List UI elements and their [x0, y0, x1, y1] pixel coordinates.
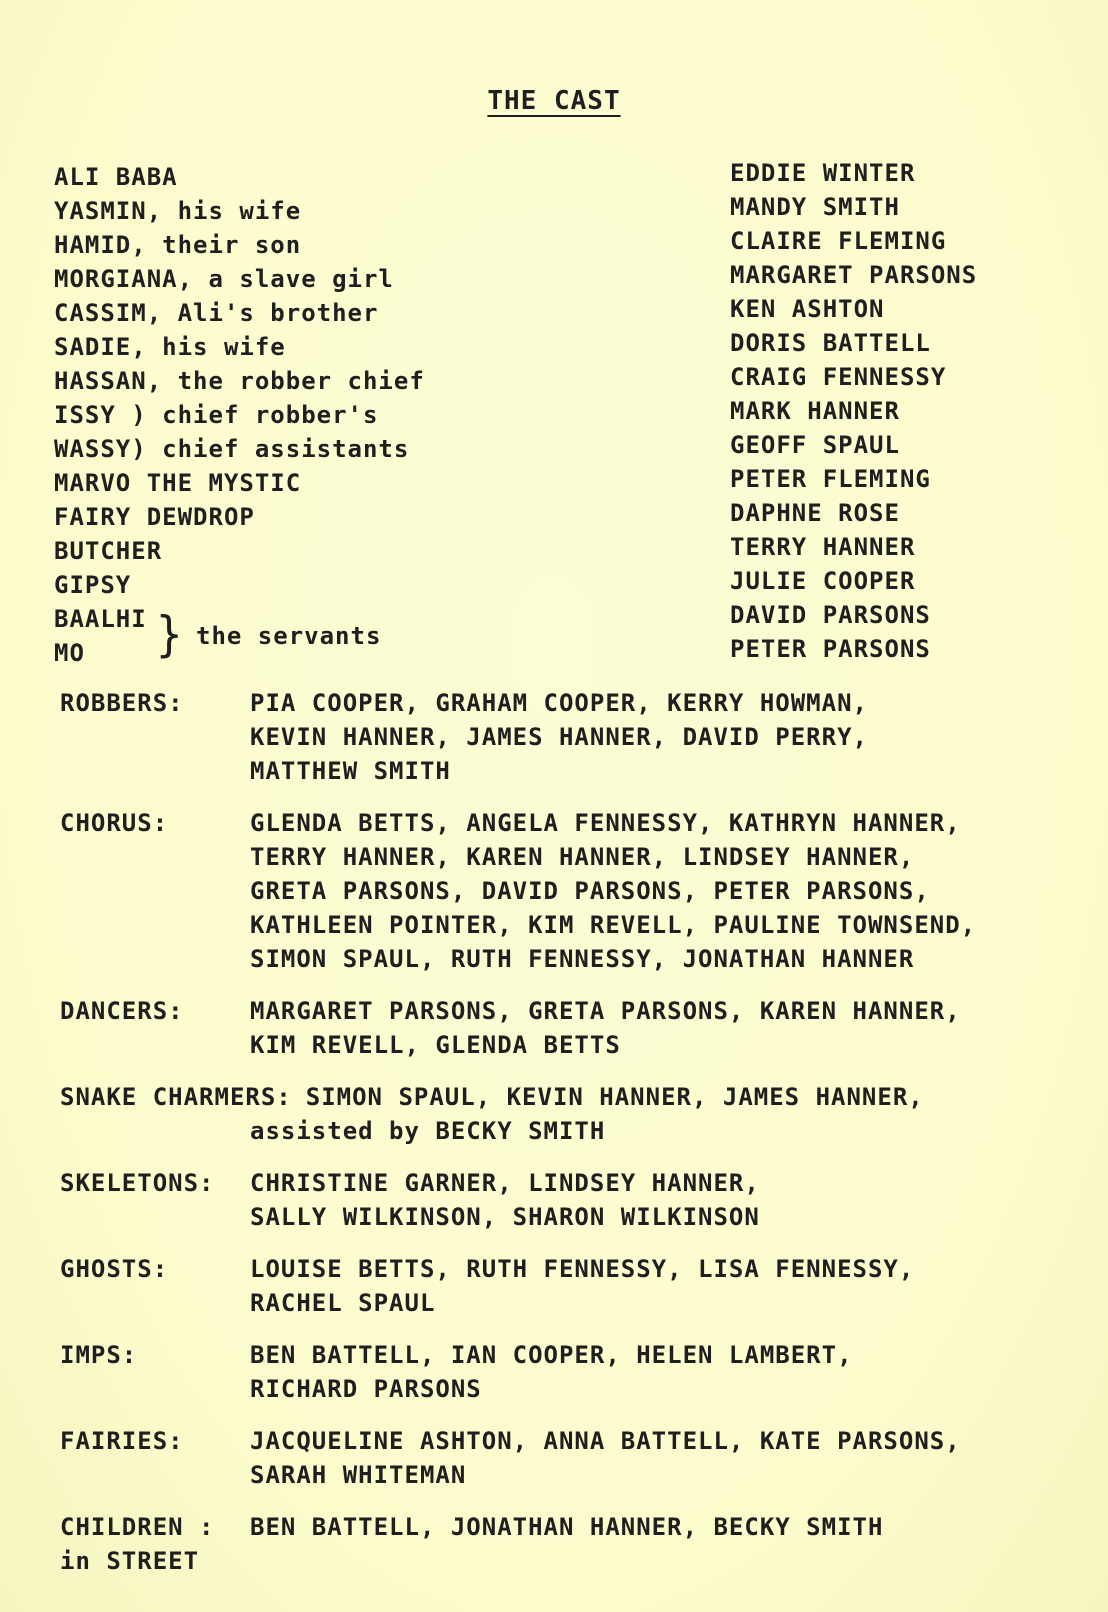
role-line: BUTCHER	[54, 537, 163, 565]
actor-line: EDDIE WINTER	[730, 159, 916, 187]
group-members: CHRISTINE GARNER, LINDSEY HANNER, SALLY WILKINSON, SHARON WILKINSON	[250, 1169, 760, 1231]
snake-charmers-assist: assisted by BECKY SMITH	[250, 1117, 606, 1145]
group-label: CHORUS:	[60, 809, 169, 837]
group-robbers	[60, 686, 1100, 788]
servant-name: BAALHI	[54, 605, 147, 633]
role-line: GIPSY	[54, 571, 132, 599]
group-fairies	[60, 1424, 1100, 1492]
actor-line: DAPHNE ROSE	[730, 499, 900, 527]
actor-line: KEN ASHTON	[730, 295, 885, 323]
actor-line: TERRY HANNER	[730, 533, 916, 561]
role-line: HAMID, their son	[54, 231, 302, 259]
group-label: CHILDREN : in STREET	[60, 1513, 215, 1575]
group-label: SKELETONS:	[60, 1169, 215, 1197]
servants-brace: }	[156, 606, 183, 663]
roles-column	[54, 160, 694, 670]
actor-line: PETER PARSONS	[730, 635, 931, 663]
group-members: PIA COOPER, GRAHAM COOPER, KERRY HOWMAN, KEVIN HANNER, JAMES HANNER, DAVID PERRY, MATTHEW SMITH	[250, 689, 868, 785]
group-children	[60, 1510, 1100, 1578]
actor-line: DAVID PARSONS	[730, 601, 931, 629]
actor-line: CLAIRE FLEMING	[730, 227, 947, 255]
ensemble-groups	[60, 686, 1100, 1596]
group-dancers	[60, 994, 1100, 1062]
group-skeletons	[60, 1166, 1100, 1234]
group-imps	[60, 1338, 1100, 1406]
role-line: MARVO THE MYSTIC	[54, 469, 302, 497]
page-title-text: THE CAST	[487, 86, 621, 116]
role-line: YASMIN, his wife	[54, 197, 302, 225]
role-line: CASSIM, Ali's brother	[54, 299, 379, 327]
group-members: GLENDA BETTS, ANGELA FENNESSY, KATHRYN HANNER, TERRY HANNER, KAREN HANNER, LINDSEY HANNER, GRETA PARSONS, DAVID PARSONS, PETER PARSONS, KATHLEEN POINTER, KIM REVELL, PAULINE TOWNSEND, SIMON SPAUL, RUTH FENNESSY, JONATHAN HANNER	[250, 809, 977, 973]
role-line: WASSY) chief assistants	[54, 435, 410, 463]
snake-charmers-first-line	[60, 1080, 1100, 1114]
group-label: IMPS:	[60, 1341, 138, 1369]
actor-line: MANDY SMITH	[730, 193, 900, 221]
role-line: FAIRY DEWDROP	[54, 503, 255, 531]
group-label: SNAKE CHARMERS:	[60, 1083, 292, 1111]
group-members: SIMON SPAUL, KEVIN HANNER, JAMES HANNER,	[305, 1083, 924, 1111]
actors-column	[730, 156, 1100, 666]
group-members: JACQUELINE ASHTON, ANNA BATTELL, KATE PARSONS, SARAH WHITEMAN	[250, 1427, 961, 1489]
group-label: FAIRIES:	[60, 1427, 184, 1455]
servant-name: MO	[54, 639, 85, 667]
group-members: LOUISE BETTS, RUTH FENNESSY, LISA FENNESSY, RACHEL SPAUL	[250, 1255, 915, 1317]
group-label: DANCERS:	[60, 997, 184, 1025]
role-line: SADIE, his wife	[54, 333, 286, 361]
role-line: HASSAN, the robber chief	[54, 367, 425, 395]
group-snake-charmers	[60, 1080, 1100, 1148]
actor-line: DORIS BATTELL	[730, 329, 931, 357]
role-line: MORGIANA, a slave girl	[54, 265, 394, 293]
actor-line: GEOFF SPAUL	[730, 431, 900, 459]
servants-block	[54, 602, 694, 670]
group-members: MARGARET PARSONS, GRETA PARSONS, KAREN HANNER, KIM REVELL, GLENDA BETTS	[250, 997, 961, 1059]
actor-line: CRAIG FENNESSY	[730, 363, 947, 391]
role-line: ALI BABA	[54, 163, 178, 191]
page-title	[0, 86, 1108, 116]
group-members: BEN BATTELL, JONATHAN HANNER, BECKY SMITH	[250, 1513, 884, 1541]
group-label: GHOSTS:	[60, 1255, 169, 1283]
servants-label: the servants	[196, 622, 382, 650]
actor-line: MARK HANNER	[730, 397, 900, 425]
actor-line: MARGARET PARSONS	[730, 261, 978, 289]
actor-line: PETER FLEMING	[730, 465, 931, 493]
group-members: BEN BATTELL, IAN COOPER, HELEN LAMBERT, RICHARD PARSONS	[250, 1341, 853, 1403]
role-line: ISSY ) chief robber's	[54, 401, 379, 429]
group-ghosts	[60, 1252, 1100, 1320]
group-chorus	[60, 806, 1100, 976]
actor-line: JULIE COOPER	[730, 567, 916, 595]
group-label: ROBBERS:	[60, 689, 184, 717]
